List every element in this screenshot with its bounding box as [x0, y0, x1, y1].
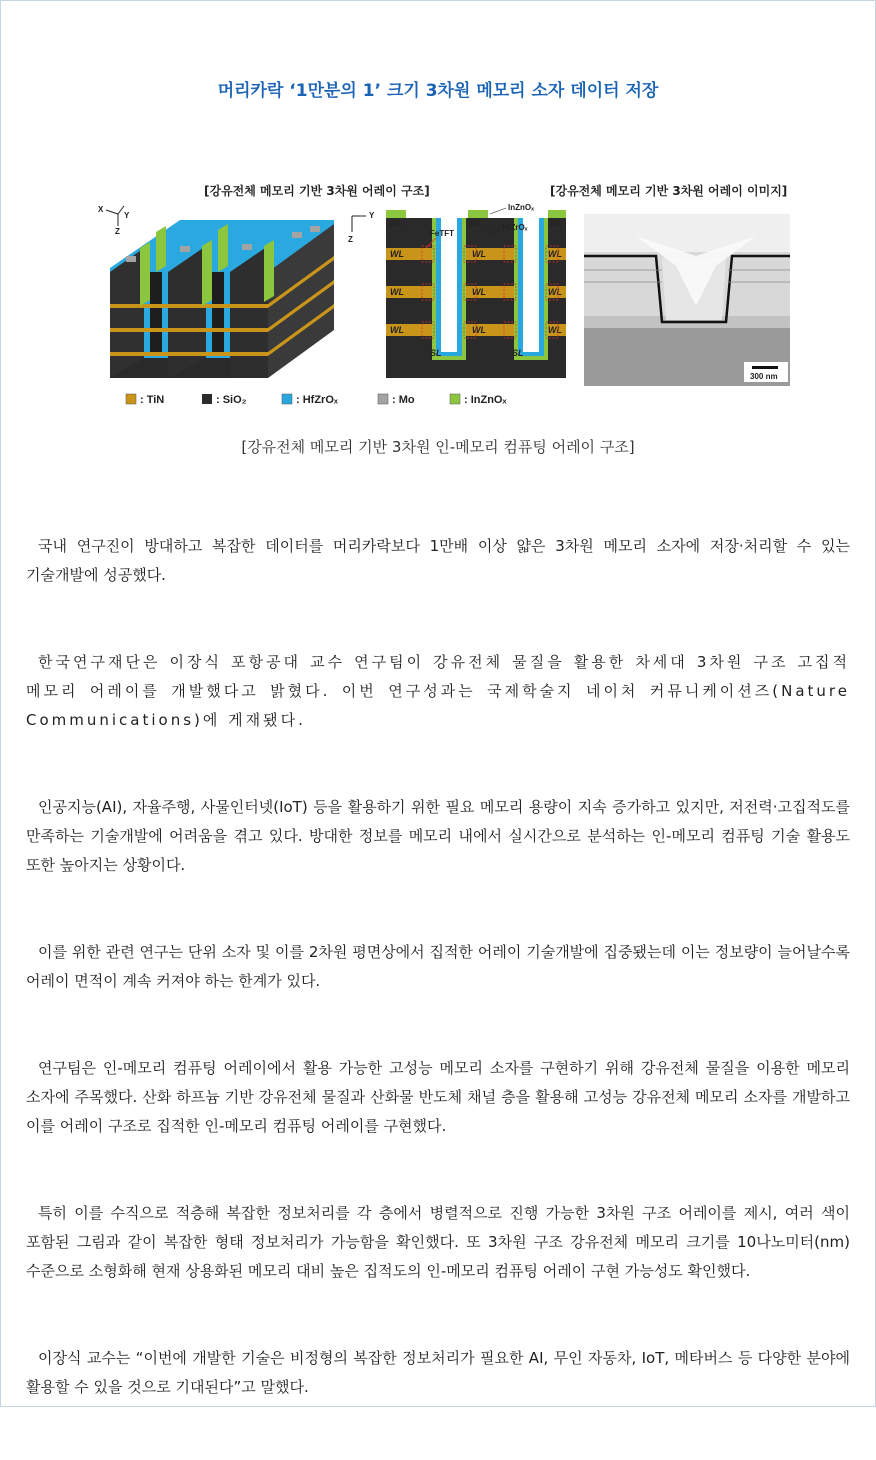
axes-3d-icon	[98, 205, 130, 236]
axis-y-label: Y	[124, 211, 130, 220]
paragraph-5: 연구팀은 인-메모리 컴퓨팅 어레이에서 활용 가능한 고성능 메모리 소자를 구현하기 위해 강유전체 물질을 이용한 메모리 소자에 주목했다. 산화 하프늄 기반 강유전체 물질과 산화물 반도체 채널 층을 활용해 고성능 강유전체 메모리 소자를 개발하고 이를 어레이 구조로 집적한 인-메모리 컴퓨팅 어레이를 구현했다.	[26, 1059, 850, 1135]
axis-z2-label: Z	[348, 235, 353, 244]
axis-x-label: X	[98, 205, 104, 214]
figure-diagram	[96, 196, 796, 411]
scale-bar-label: 300 nm	[750, 372, 778, 381]
figure-caption: [강유전체 메모리 기반 3차원 인-메모리 컴퓨팅 어레이 구조]	[241, 438, 635, 456]
svg-text:: TiN: : TiN	[140, 394, 165, 406]
svg-text:: HfZrOₓ: : HfZrOₓ	[296, 394, 338, 406]
fetft-label: FeTFT	[430, 229, 454, 238]
article-body	[26, 532, 850, 1460]
figure-left-label: [강유전체 메모리 기반 3차원 어레이 구조]	[204, 184, 430, 198]
paragraph-1: 국내 연구진이 방대하고 복잡한 데이터를 머리카락보다 1만배 이상 얇은 3차원 메모리 소자에 저장·처리할 수 있는 기술개발에 성공했다.	[26, 537, 850, 584]
wl-label-9: WL	[548, 325, 562, 335]
hfzro-callout: HfZrOₓ	[502, 223, 528, 232]
wl-label-3: WL	[548, 249, 562, 259]
axes-2d-icon	[348, 211, 375, 244]
cross-section-diagram	[348, 203, 566, 378]
axis-z-label: Z	[115, 227, 120, 236]
sl-label-2: SL	[512, 348, 524, 358]
wl-label-8: WL	[472, 325, 486, 335]
wl-label-1: WL	[390, 249, 404, 259]
legend-item-tin	[126, 394, 164, 406]
wl-label-7: WL	[390, 325, 404, 335]
bl-label-1: BL	[390, 218, 402, 228]
bl-label-2: BL	[470, 218, 482, 228]
paragraph-7: 이장식 교수는 “이번에 개발한 기술은 비정형의 복잡한 정보처리가 필요한 AI, 무인 자동차, IoT, 메타버스 등 다양한 분야에 활용할 수 있을 것으로 기대된다”고 말했다.	[26, 1349, 850, 1396]
tem-image	[584, 214, 790, 386]
legend-item-mo	[378, 394, 415, 406]
legend-item-sio2	[202, 394, 247, 406]
wl-label-4: WL	[390, 287, 404, 297]
article-title: 머리카락 ‘1만분의 1’ 크기 3차원 메모리 소자 데이터 저장	[217, 81, 659, 101]
paragraph-6: 특히 이를 수직으로 적층해 복잡한 정보처리를 각 층에서 병렬적으로 진행 가능한 3차원 구조 어레이를 제시, 여러 색이 포함된 그림과 같이 복잡한 형태 정보처리가 가능함을 확인했다. 또 3차원 구조 강유전체 메모리 크기를 10나노미터(nm) 수준으로 소형화해 현재 상용화된 메모리 대비 높은 집적도의 인-메모리 컴퓨팅 어레이 구현 가능성도 확인했다.	[26, 1204, 850, 1280]
svg-text:: Mo: : Mo	[392, 394, 415, 406]
paragraph-4: 이를 위한 관련 연구는 단위 소자 및 이를 2차원 평면상에서 집적한 어레이 기술개발에 집중됐는데 이는 정보량이 늘어날수록 어레이 면적이 계속 커져야 하는 한계가 있다.	[26, 943, 850, 990]
paragraph-2: 한국연구재단은 이장식 포항공대 교수 연구팀이 강유전체 물질을 활용한 차세대 3차원 구조 고집적 메모리 어레이를 개발했다고 밝혔다. 이번 연구성과는 국제학술지 네이처 커뮤니케이션즈(Nature Communications)에 게재됐다.	[26, 653, 850, 729]
figure-right-label: [강유전체 메모리 기반 3차원 어레이 이미지]	[550, 184, 788, 198]
wl-label-5: WL	[472, 287, 486, 297]
wl-label-6: WL	[548, 287, 562, 297]
legend	[126, 394, 507, 406]
inzno-callout: InZnOₓ	[508, 203, 535, 212]
3d-array-structure	[98, 205, 334, 378]
sl-label-1: SL	[430, 348, 442, 358]
bl-label-3: BL	[550, 218, 562, 228]
legend-item-inzno	[450, 394, 507, 406]
legend-item-hfzro	[282, 394, 339, 406]
paragraph-3: 인공지능(AI), 자율주행, 사물인터넷(IoT) 등을 활용하기 위한 필요 메모리 용량이 지속 증가하고 있지만, 저전력·고집적도를 만족하는 기술개발에 어려움을 겪고 있다. 방대한 정보를 메모리 내에서 실시간으로 분석하는 인-메모리 컴퓨팅 기술 활용도 또한 높아지는 상황이다.	[26, 798, 850, 874]
svg-text:: SiO₂: : SiO₂	[216, 394, 247, 406]
axis-y2-label: Y	[369, 211, 375, 220]
svg-text:: InZnOₓ: : InZnOₓ	[464, 394, 507, 406]
wl-label-2: WL	[472, 249, 486, 259]
